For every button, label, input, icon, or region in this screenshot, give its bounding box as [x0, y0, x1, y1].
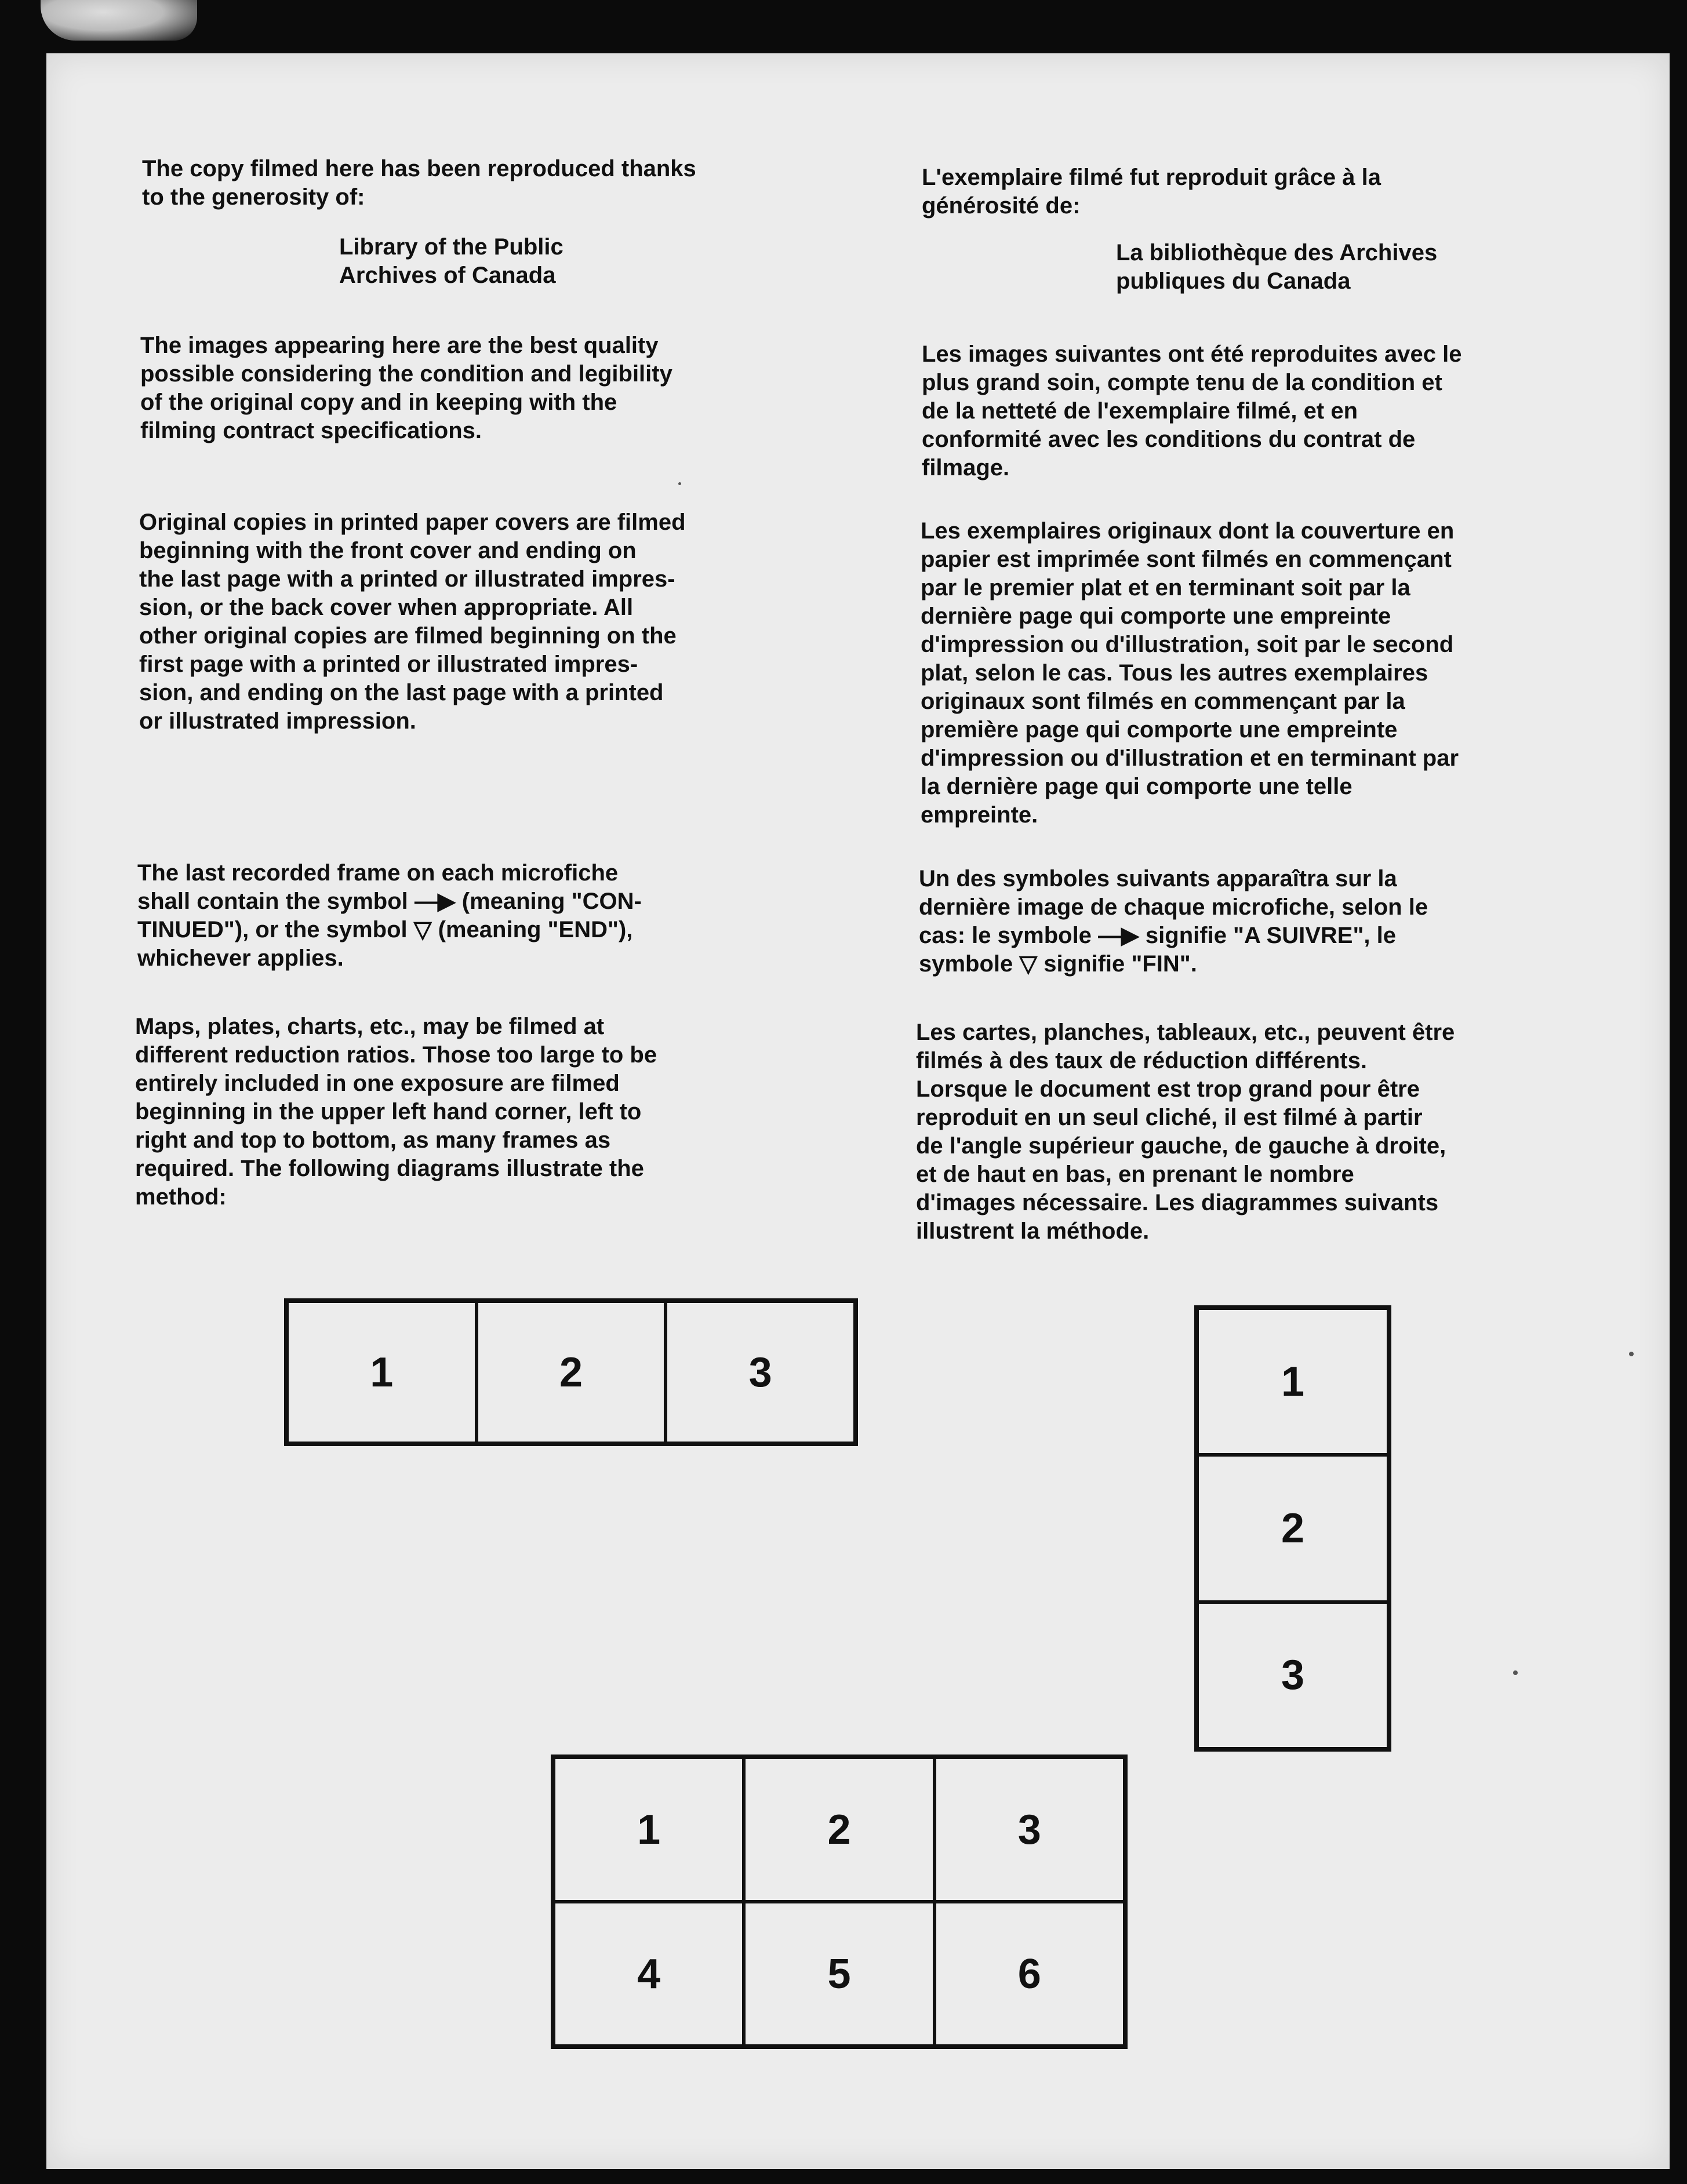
fr-originals-text: Les exemplaires originaux dont la couverture en papier est imprimée sont filmés en commençant par le premier plat et en terminant soit par la dernière page qui comporte une empreinte d'impression ou d'illustration, soit par le second plat, selon le cas. Tous les autres exemplaires originaux sont filmés en commençant par la première page qui comporte une empreinte d'impression ou d'illustration et en terminant par la dernière page qui comporte une telle empreinte.: [921, 518, 1459, 828]
en-thanks-text: The copy filmed here has been reproduced thanks to the generosity of:: [142, 156, 696, 210]
frame-cell: 1: [1197, 1308, 1388, 1455]
frame-cell: 2: [1197, 1455, 1388, 1601]
en-symbols-text: The last recorded frame on each microfiche shall contain the symbol —▶ (meaning "CON- TINUED"), or the symbol ▽ (meaning "END"), whichever applies.: [137, 860, 642, 971]
frame-cell: 3: [1197, 1602, 1388, 1749]
frame-cell: 2: [744, 1757, 934, 1902]
fr-quality-text: Les images suivantes ont été reproduites avec le plus grand soin, compte tenu de la condition et de la netteté de l'exemplaire filmé, et en conformité avec les conditions du contrat de filmage.: [922, 341, 1462, 481]
frame-cell: 3: [935, 1757, 1125, 1902]
fr-library-name: La bibliothèque des Archives publiques du Canada: [1116, 240, 1438, 294]
diagram-vertical-frames: [1194, 1305, 1391, 1752]
diagram-grid-frames: [551, 1755, 1128, 2049]
frame-cell: 4: [554, 1902, 744, 2046]
fr-symbols-text: Un des symboles suivants apparaîtra sur la dernière image de chaque microfiche, selon le cas: le symbole —▶ signifie "A SUIVRE", le symbole ▽ signifie "FIN".: [919, 866, 1428, 977]
film-damage-mark: [41, 0, 197, 41]
frame-cell: 5: [744, 1902, 934, 2046]
frame-cell: 1: [287, 1301, 477, 1443]
en-maps-text: Maps, plates, charts, etc., may be filmed at different reduction ratios. Those too large to be entirely included in one exposure are filmed beginning in the upper left hand corner, left to right and top to bottom, as many frames as required. The following diagrams illustrate the method:: [135, 1014, 657, 1210]
en-quality-text: The images appearing here are the best quality possible considering the condition and legibility of the original copy and in keeping with the filming contract specifications.: [140, 333, 672, 443]
dust-speck: [678, 482, 681, 485]
dust-speck: [1629, 1352, 1634, 1356]
frame-cell: 6: [935, 1902, 1125, 2046]
frame-cell: 2: [477, 1301, 666, 1443]
en-library-name: Library of the Public Archives of Canada: [339, 234, 563, 288]
diagram-horizontal-frames: [284, 1298, 858, 1446]
en-originals-text: Original copies in printed paper covers are filmed beginning with the front cover and ending on the last page with a printed or illustrated impres- sion, or the back cover when appropriate. All other original copies are filmed beginning on the first page with a printed or illustrated impres- sion, and ending on the last page with a printed or illustrated impression.: [139, 509, 686, 734]
fr-maps-text: Les cartes, planches, tableaux, etc., peuvent être filmés à des taux de réduction différents. Lorsque le document est trop grand pour être reproduit en un seul cliché, il est filmé à partir de l'angle supérieur gauche, de gauche à droite, et de haut en bas, en prenant le nombre d'images nécessaire. Les diagrammes suivants illustrent la méthode.: [916, 1020, 1455, 1244]
frame-cell: 1: [554, 1757, 744, 1902]
fr-thanks-text: L'exemplaire filmé fut reproduit grâce à la générosité de:: [922, 165, 1381, 219]
frame-cell: 3: [666, 1301, 855, 1443]
dust-speck: [1513, 1670, 1518, 1675]
document-page: [46, 53, 1670, 2169]
